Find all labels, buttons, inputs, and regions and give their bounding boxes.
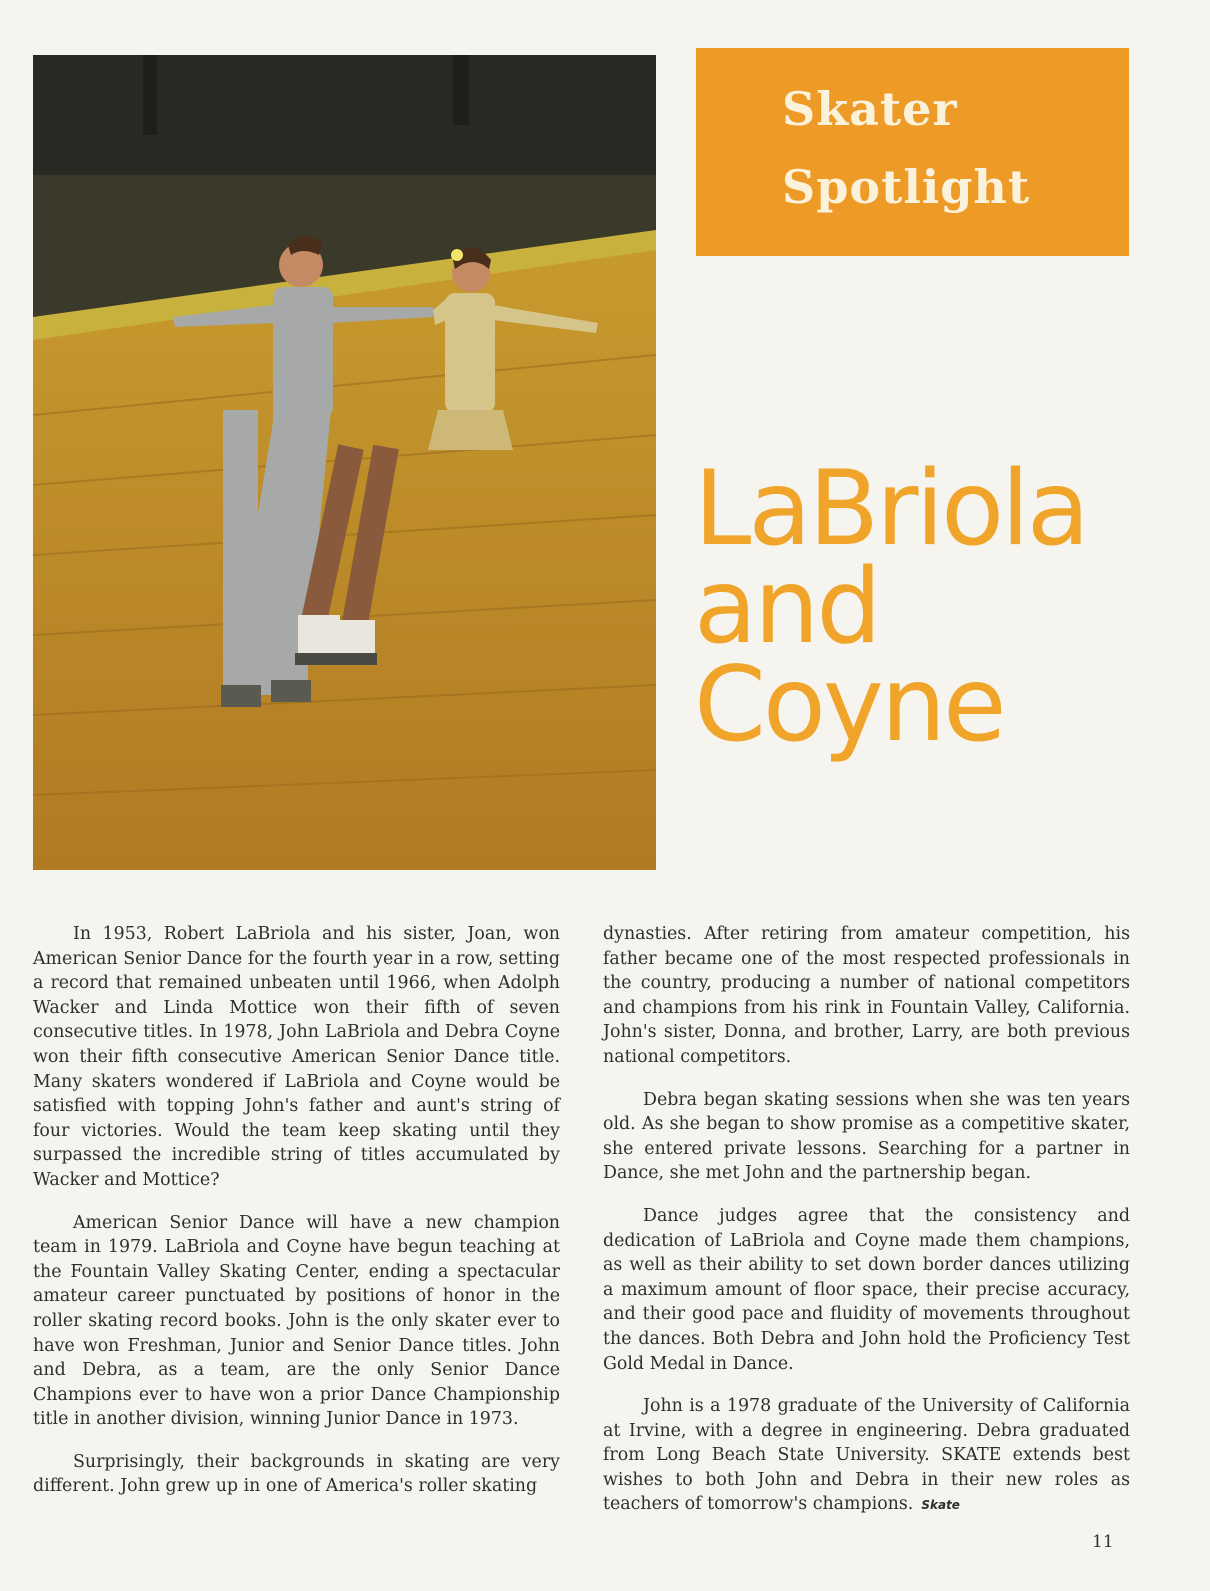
article-headline	[694, 449, 1164, 765]
headline-line-1: LaBriola	[694, 449, 1087, 569]
skaters-photo	[33, 55, 656, 870]
article-paragraph: Dance judges agree that the consistency and dedication of LaBriola and Coyne made them champions, as well as their ability to set down border dances utilizing a maximum amount of floor space, their precise accuracy, and their good pace and fluidity of movements throughout the dances. Both Debra and John hold the Proficiency Test Gold Medal in Dance.	[603, 1205, 1130, 1374]
article-paragraph: Surprisingly, their backgrounds in skating are very different. John grew up in one of America's roller skating	[33, 1451, 560, 1497]
headline-line-3: Coyne	[694, 645, 1004, 765]
article-paragraph: Debra began skating sessions when she was ten years old. As she began to show promise as a competitive skater, she entered private lessons. Searching for a partner in Dance, she met John and the partnership began.	[603, 1089, 1130, 1184]
page-number: 11	[1092, 1532, 1114, 1552]
skater-spotlight-banner	[696, 48, 1129, 256]
article-final-text: John is a 1978 graduate of the University of California at Irvine, with a degree in engineering. Debra graduated from Long Beach State University. SKATE extends best wishes to both John and Debra in their new roles as teachers of tomorrow's champions.	[603, 1396, 1130, 1515]
article-left-column	[33, 922, 560, 1517]
banner-title-line-2: Spotlight	[782, 160, 1031, 214]
article-right-column	[603, 922, 1130, 1536]
headline-line-2: and	[694, 547, 879, 667]
article-paragraph: In 1953, Robert LaBriola and his sister, Joan, won American Senior Dance for the fourth year in a row, setting a record that remained unbeaten until 1966, when Adolph Wacker and Linda Mottice won their fifth of seven consecutive titles. In 1978, John LaBriola and Debra Coyne won their fifth consecutive American Senior Dance title. Many skaters wondered if LaBriola and Coyne would be satisfied with topping John's father and aunt's string of four victories. Would the team keep skating until they surpassed the incredible string of titles accumulated by Wacker and Mottice?	[33, 924, 560, 1190]
skaters-photo-illustration	[33, 55, 656, 870]
article-paragraph-continued: dynasties. After retiring from amateur competition, his father became one of the most respected professionals in the country, producing a number of national competitors and champions from his rink in Fountain Valley, California. John's sister, Donna, and brother, Larry, are both previous national competitors.	[603, 924, 1130, 1067]
skate-end-mark: Skate	[921, 1498, 960, 1513]
article-paragraph-final	[603, 1394, 1130, 1518]
banner-title-line-1: Skater	[782, 82, 958, 136]
article-paragraph: American Senior Dance will have a new champion team in 1979. LaBriola and Coyne have begun teaching at the Fountain Valley Skating Center, ending a spectacular amateur career punctuated by positions of honor in the roller skating record books. John is the only skater ever to have won Freshman, Junior and Senior Dance titles. John and Debra, as a team, are the only Senior Dance Champions ever to have won a prior Dance Championship title in another division, winning Junior Dance in 1973.	[33, 1212, 560, 1430]
